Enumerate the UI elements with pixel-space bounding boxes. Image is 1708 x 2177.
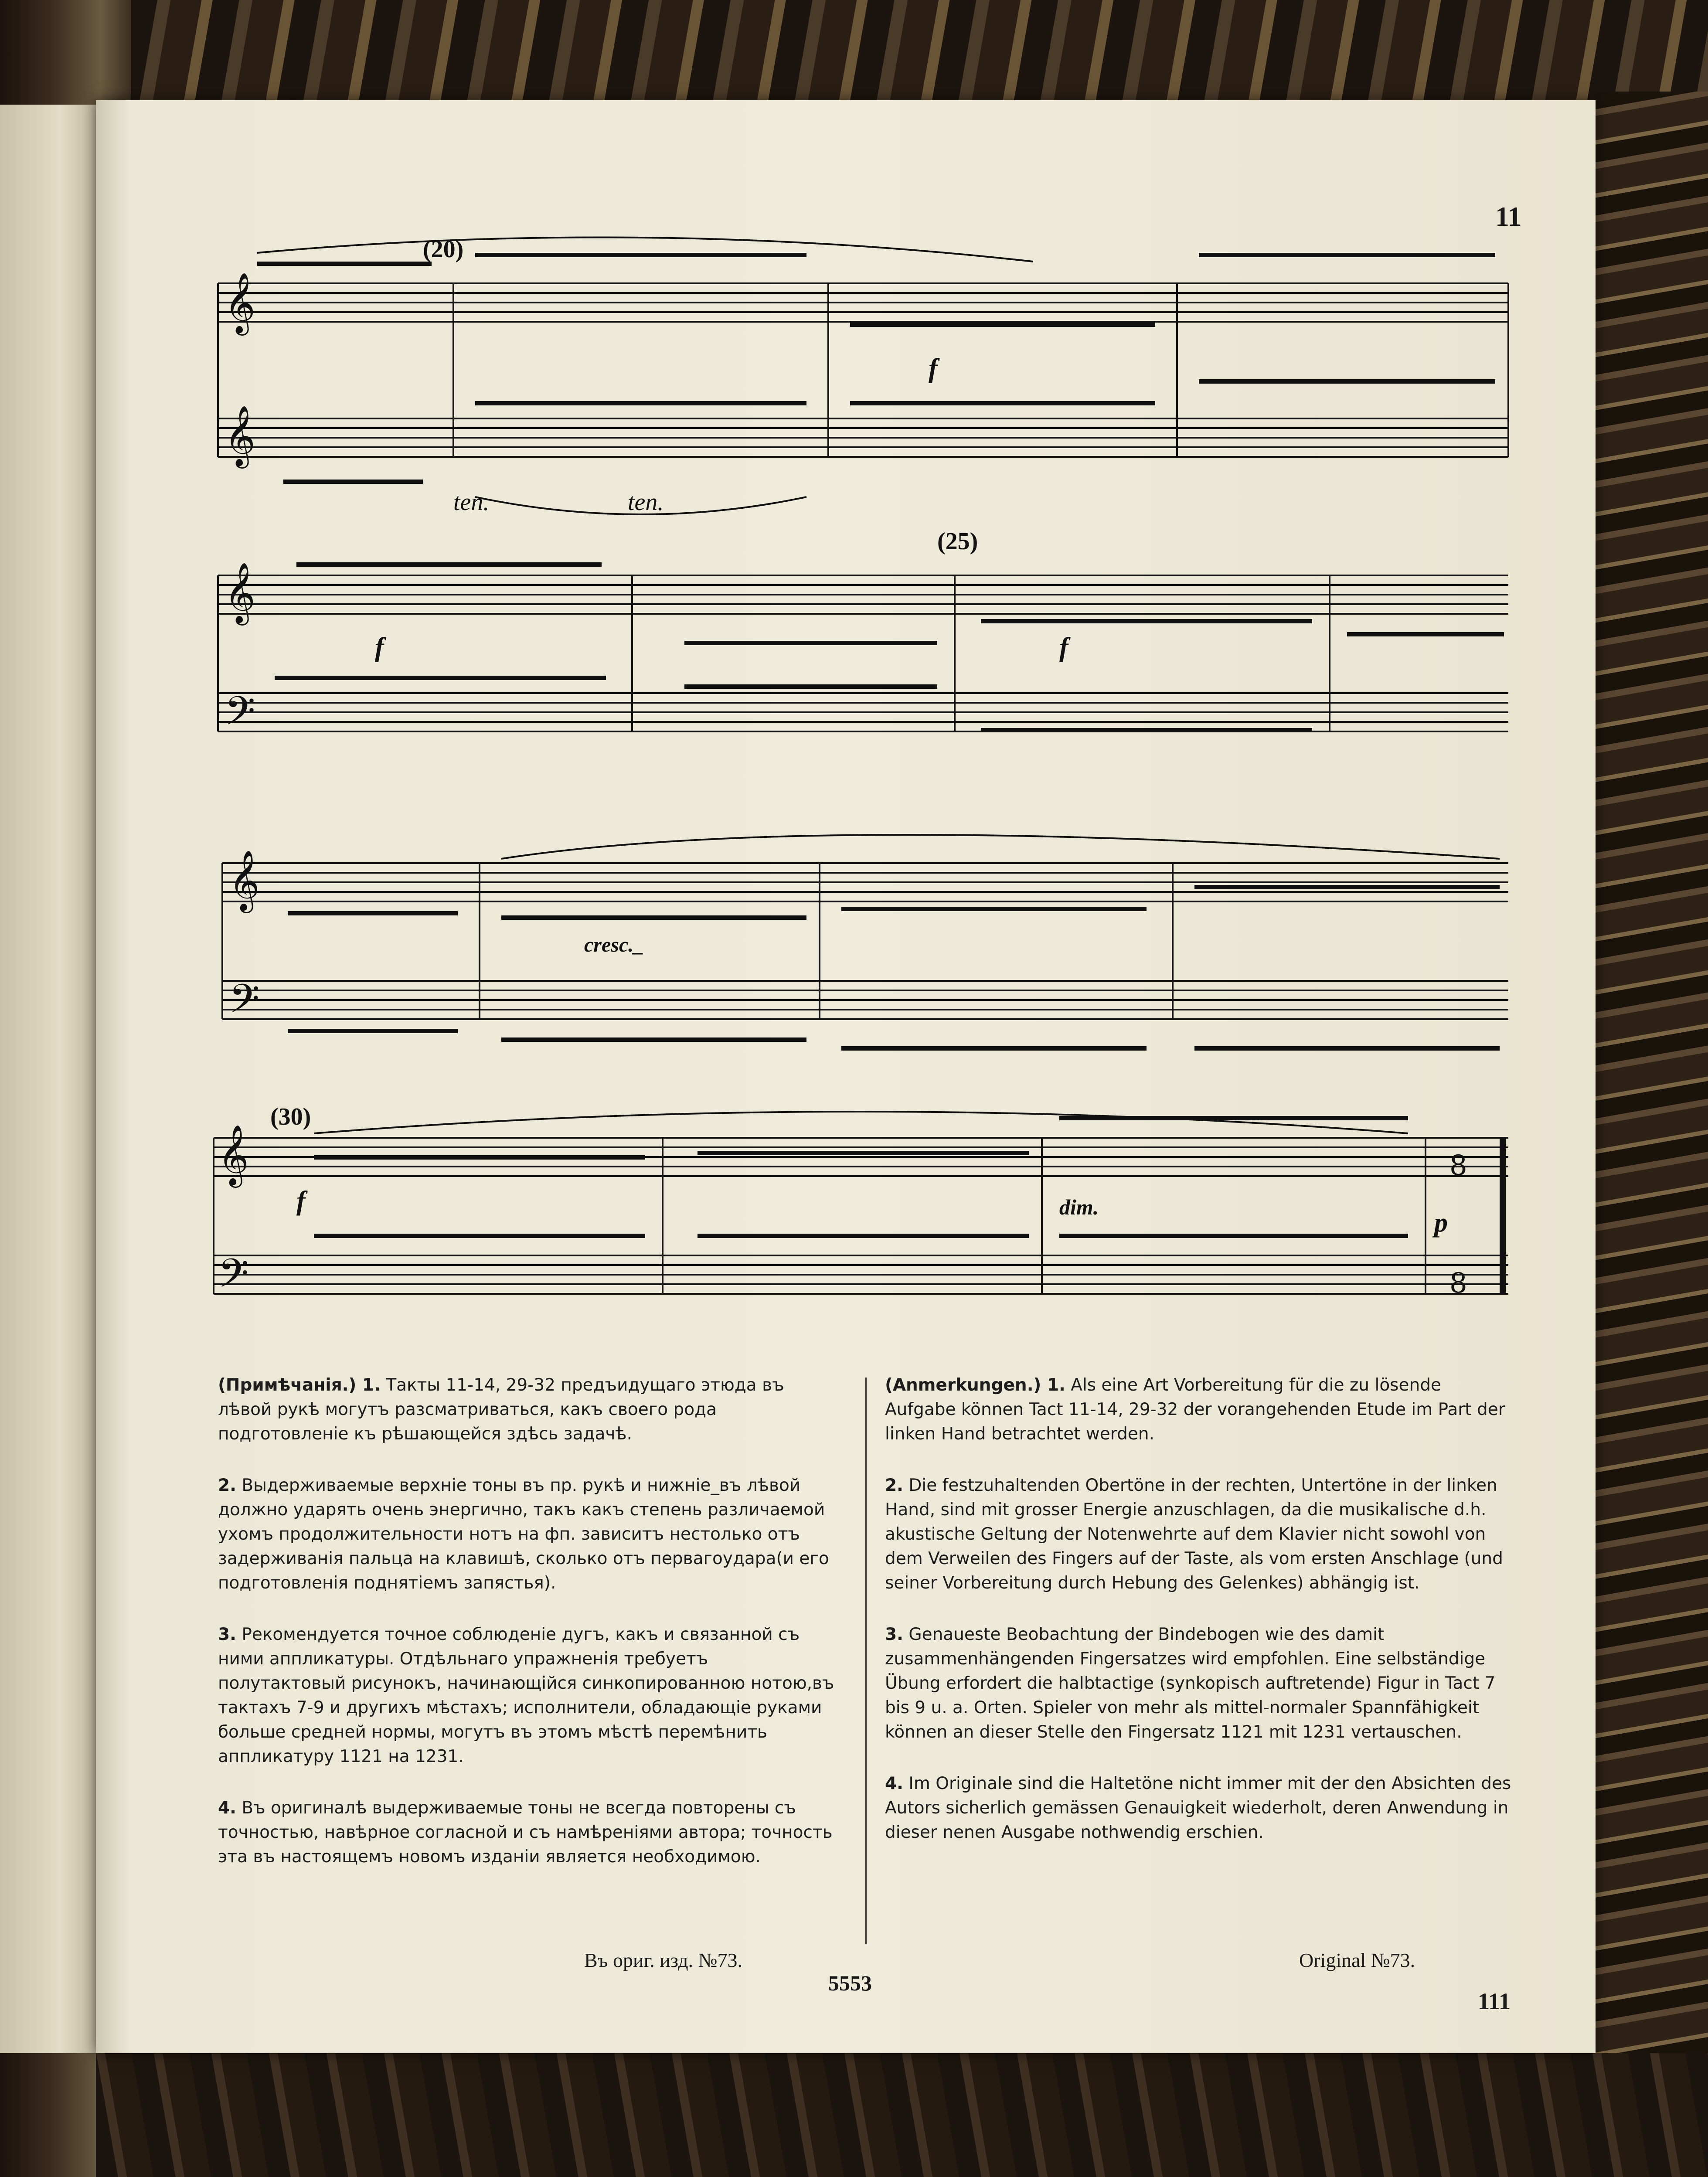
original-edition-de: Original №73. <box>1299 1949 1415 1971</box>
svg-text:𝄞: 𝄞 <box>229 850 260 911</box>
svg-text:𝄢: 𝄢 <box>229 976 260 1031</box>
note-ru-2: 2. Выдерживаемые верхніе тоны въ пр. рукѣ и нижніе_въ лѣвой должно ударять очень энергично, такъ какъ степень различаемой ухомъ продолжительности нотъ на фп. зависитъ нестолько отъ задерживанія пальца на клавишѣ, сколько отъ первагоудара(и его подготовленія поднятіемъ запястья). <box>218 1476 829 1593</box>
note-de-4: 4. Im Originale sind die Haltetöne nicht immer mit der den Absichten des Autors sicherlich gemässen Genauigkeit wiederholt, deren Anwendung in dieser nenen Ausgabe nothwendig erschien. <box>885 1774 1511 1842</box>
original-edition-ru: Въ ориг. изд. №73. <box>584 1949 743 1971</box>
dynamic-forte-4: f <box>296 1186 306 1216</box>
note-de-1: (Anmerkungen.) 1. Als eine Art Vorbereitung für die zu lösende Aufgabe können Tact 11-14, 29-32 der vorangehenden Etude im Part der linken Hand betrachtet werden. <box>885 1375 1505 1444</box>
notes-german <box>885 1373 1513 1872</box>
measure-marker-25: (25) <box>937 528 978 555</box>
tenuto-2: ten. <box>628 489 664 516</box>
staff-lines-system-1 <box>205 235 1513 541</box>
svg-text:𝄞: 𝄞 <box>218 1125 249 1185</box>
dynamic-piano: p <box>1434 1208 1448 1238</box>
measure-marker-30: (30) <box>270 1103 311 1130</box>
svg-text:𝄞: 𝄞 <box>225 272 255 333</box>
svg-text:𝄢: 𝄢 <box>225 688 255 744</box>
music-system-3 <box>205 820 1513 1090</box>
svg-text:8: 8 <box>1449 1150 1467 1182</box>
book-right-edge <box>1596 92 1708 2097</box>
note-ru-3: 3. Рекомендуется точное соблюденіе дугъ, какъ и связанной съ ними аппликатуры. Отдѣльнаго упражненія требуетъ полутактовый рисунокъ, начинающійся синкопированною нотою,въ тактахъ 7-9 и другихъ мѣстахъ; исполнители, обладающіе руками больше средней нормы, могутъ въ этомъ мѣстѣ перемѣнить аппликатуру 1121 на 1231. <box>218 1625 834 1766</box>
plate-number: 5553 <box>828 1971 872 1995</box>
page-number-top: 11 <box>1495 201 1522 232</box>
dynamic-forte-3: f <box>1059 633 1068 662</box>
measure-marker-20: (20) <box>423 236 464 263</box>
note-ru-1: (Примѣчанія.) 1. Такты 11-14, 29-32 предъидущаго этюда въ лѣвой рукѣ могутъ разсматриваться, какъ своего рода подготовленіе къ рѣшающейся здѣсь задачѣ. <box>218 1375 784 1444</box>
note-de-3: 3. Genaueste Beobachtung der Bindebogen wie des damit zusammenhängenden Fingersatzes wird empfohlen. Eine selbständige Übung erfordert die halbtactige (synkopisch auftretende) Figur in Tact 7 bis 9 u. a. Orten. Spieler von mehr als mittel-normaler Spannfähigkeit können an dieser Stelle den Fingersatz 1121 mit 1231 vertauschen. <box>885 1625 1496 1742</box>
svg-text:𝄢: 𝄢 <box>218 1250 249 1306</box>
dynamic-forte-1: f <box>929 354 938 383</box>
svg-text:8: 8 <box>1449 1267 1467 1299</box>
svg-text:𝄞: 𝄞 <box>225 405 255 466</box>
column-divider <box>865 1378 867 1944</box>
book-top-edge <box>131 0 1708 109</box>
staff-lines-system-2 <box>205 545 1513 806</box>
dynamic-cresc: cresc._ <box>584 933 644 956</box>
staff-lines-system-4 <box>205 1099 1513 1360</box>
note-ru-4: 4. Въ оригиналѣ выдерживаемые тоны не всегда повторены съ точностью, навѣрное согласной и съ намѣреніями автора; точность эта въ настоящемъ новомъ изданіи является необходимою. <box>218 1798 833 1867</box>
book-bottom-edge <box>96 2053 1708 2177</box>
left-page-edge <box>0 105 100 2053</box>
tenuto-1: ten. <box>453 489 490 516</box>
svg-text:𝄞: 𝄞 <box>225 562 255 623</box>
dynamic-forte-2: f <box>375 633 384 662</box>
staff-lines-system-3 <box>205 820 1513 1090</box>
page-number-bottom: 111 <box>1478 1988 1511 2014</box>
note-de-2: 2. Die festzuhaltenden Obertöne in der rechten, Untertöne in der linken Hand, sind mit grosser Energie anzuschlagen, da die musikalische d.h. akustische Geltung der Notenwehrte auf dem Klavier nicht sowohl von dem Verweilen des Fingers auf der Taste, als vom ersten Anschlage (und seiner Vorbereitung durch Hebung des Gelenkes) abhängig ist. <box>885 1476 1503 1593</box>
notes-russian <box>218 1373 837 1896</box>
music-system-4 <box>205 1099 1513 1360</box>
dynamic-dim: dim. <box>1059 1195 1099 1219</box>
music-system-2 <box>205 528 1513 806</box>
music-system-1 <box>205 235 1513 541</box>
